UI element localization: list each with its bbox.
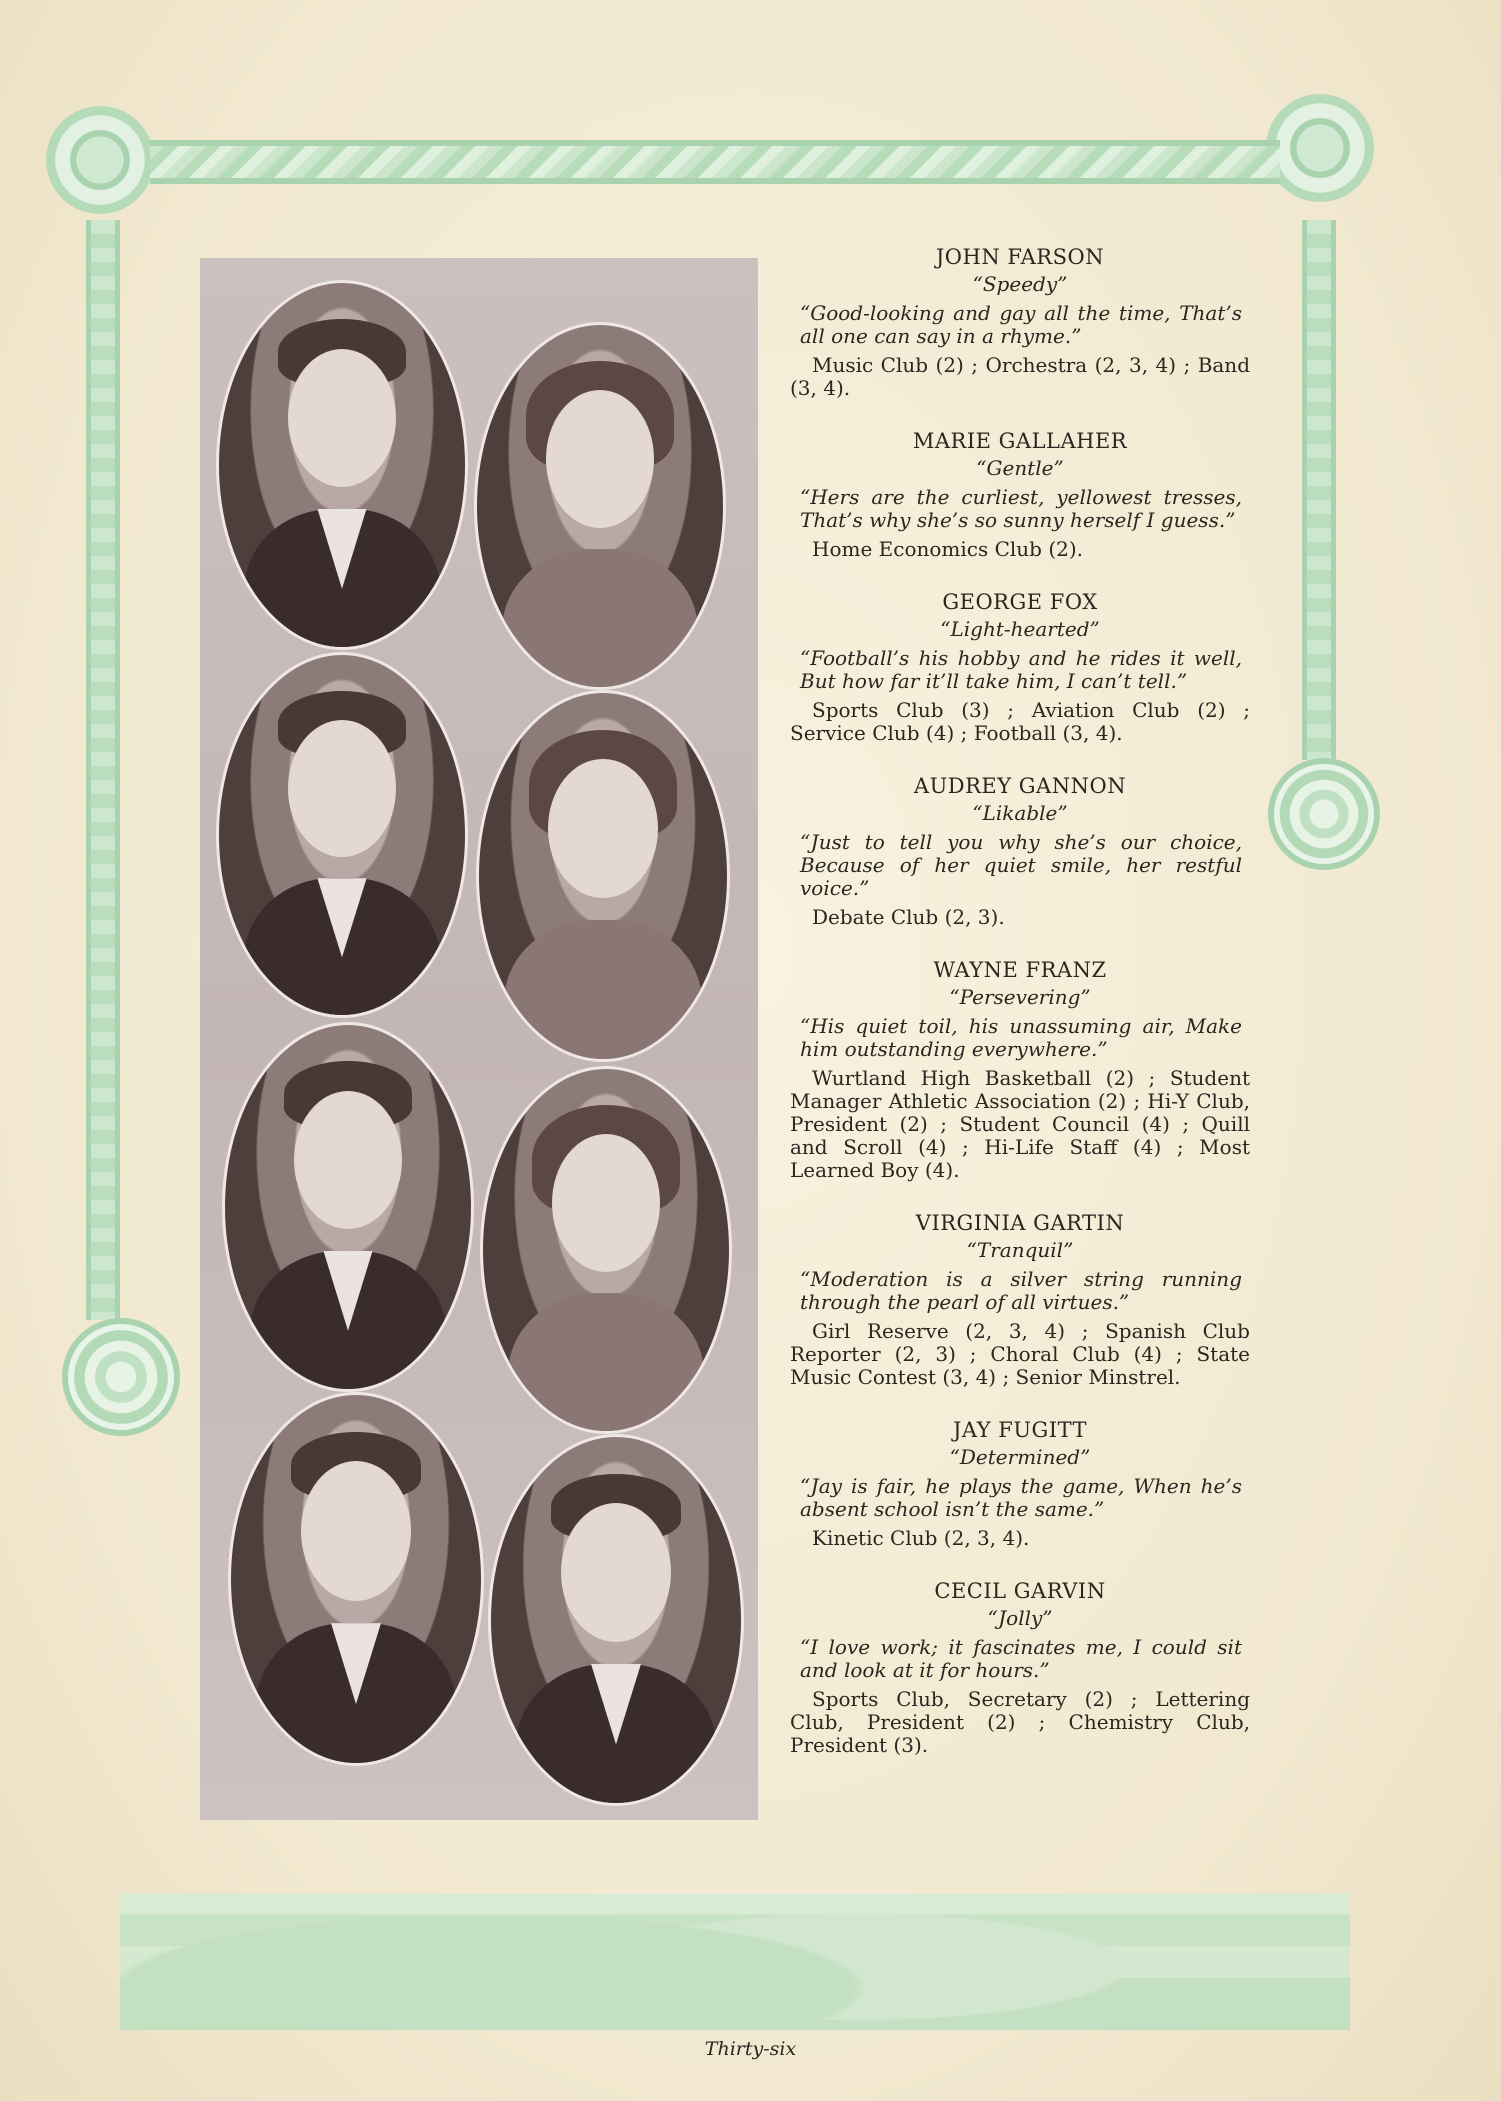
portrait-virginia-gartin: [480, 1066, 732, 1434]
student-name: GEORGE FOX: [942, 590, 1098, 614]
entry-marie-gallaher: [790, 430, 1250, 561]
student-activities: Wurtland High Basketball (2) ; Student Manager Athletic Association (2) ; Hi-Y Club, President (2) ; Student Council (4) ; Quill and Scroll (4) ; Hi-Life Staff (4) ; Most Learned Boy (4).: [790, 1066, 1250, 1182]
student-quote: “Moderation is a silver string running through the pearl of all virtues.”: [800, 1267, 1242, 1314]
student-activities: Sports Club (3) ; Aviation Club (2) ; Service Club (4) ; Football (3, 4).: [790, 698, 1250, 745]
student-activities: Kinetic Club (2, 3, 4).: [812, 1526, 1030, 1550]
entry-cecil-garvin: [790, 1580, 1250, 1757]
entry-jay-fugitt: [790, 1419, 1250, 1550]
student-activities: Music Club (2) ; Orchestra (2, 3, 4) ; Band (3, 4).: [790, 353, 1250, 400]
student-quote: “Jay is fair, he plays the game, When he’s absent school isn’t the same.”: [800, 1474, 1242, 1521]
decorative-border-right: [1302, 220, 1336, 760]
decorative-border-top: [150, 140, 1280, 184]
student-nickname: “Jolly”: [987, 1606, 1053, 1630]
student-name: CECIL GARVIN: [934, 1579, 1106, 1603]
student-name: JOHN FARSON: [935, 245, 1105, 269]
entry-john-farson: [790, 246, 1250, 400]
student-nickname: “Likable”: [972, 801, 1068, 825]
portrait-jay-fugitt: [228, 1392, 484, 1766]
student-quote: “Football’s his hobby and he rides it well, But how far it’ll take him, I can’t tell.”: [800, 646, 1242, 693]
portrait-marie-gallaher: [474, 322, 726, 690]
student-name: VIRGINIA GARTIN: [915, 1211, 1125, 1235]
medallion-right: [1268, 758, 1380, 870]
student-nickname: “Light-hearted”: [940, 617, 1100, 641]
student-name: WAYNE FRANZ: [933, 958, 1107, 982]
student-activities: Home Economics Club (2).: [812, 537, 1084, 561]
student-name: JAY FUGITT: [952, 1418, 1087, 1442]
entry-george-fox: [790, 591, 1250, 745]
student-name: AUDREY GANNON: [913, 774, 1127, 798]
student-nickname: “Tranquil”: [966, 1238, 1074, 1262]
student-nickname: “Determined”: [949, 1445, 1091, 1469]
student-activities: Debate Club (2, 3).: [812, 905, 1005, 929]
ornament-top-left: [30, 100, 170, 220]
student-quote: “His quiet toil, his unassuming air, Make him outstanding everywhere.”: [800, 1014, 1242, 1061]
student-quote: “I love work; it fascinates me, I could sit and look at it for hours.”: [800, 1635, 1242, 1682]
portrait-panel: [200, 258, 758, 1820]
entry-virginia-gartin: [790, 1212, 1250, 1389]
page-number: Thirty-six: [704, 2038, 797, 2060]
student-quote: “Just to tell you why she’s our choice, Because of her quiet smile, her restful voice.”: [800, 830, 1242, 900]
senior-entries: [790, 246, 1250, 1787]
student-name: MARIE GALLAHER: [912, 429, 1128, 453]
portrait-cecil-garvin: [488, 1434, 744, 1806]
student-quote: “Hers are the curliest, yellowest tresses, That’s why she’s so sunny herself I guess.”: [800, 485, 1242, 532]
entry-audrey-gannon: [790, 775, 1250, 929]
decorative-landscape: [120, 1820, 1350, 2030]
student-nickname: “Speedy”: [972, 272, 1068, 296]
student-nickname: “Gentle”: [976, 456, 1064, 480]
student-activities: Girl Reserve (2, 3, 4) ; Spanish Club Reporter (2, 3) ; Choral Club (4) ; State Music Contest (3, 4) ; Senior Minstrel.: [790, 1319, 1250, 1389]
student-nickname: “Persevering”: [949, 985, 1091, 1009]
portrait-audrey-gannon: [476, 690, 730, 1062]
medallion-left: [62, 1318, 180, 1436]
decorative-border-left: [86, 220, 120, 1320]
student-quote: “Good-looking and gay all the time, That’s all one can say in a rhyme.”: [800, 301, 1242, 348]
portrait-wayne-franz: [222, 1022, 474, 1392]
portrait-john-farson: [216, 280, 468, 650]
student-activities: Sports Club, Secretary (2) ; Lettering Club, President (2) ; Chemistry Club, President (3).: [790, 1687, 1250, 1757]
portrait-george-fox: [216, 652, 468, 1018]
entry-wayne-franz: [790, 959, 1250, 1182]
